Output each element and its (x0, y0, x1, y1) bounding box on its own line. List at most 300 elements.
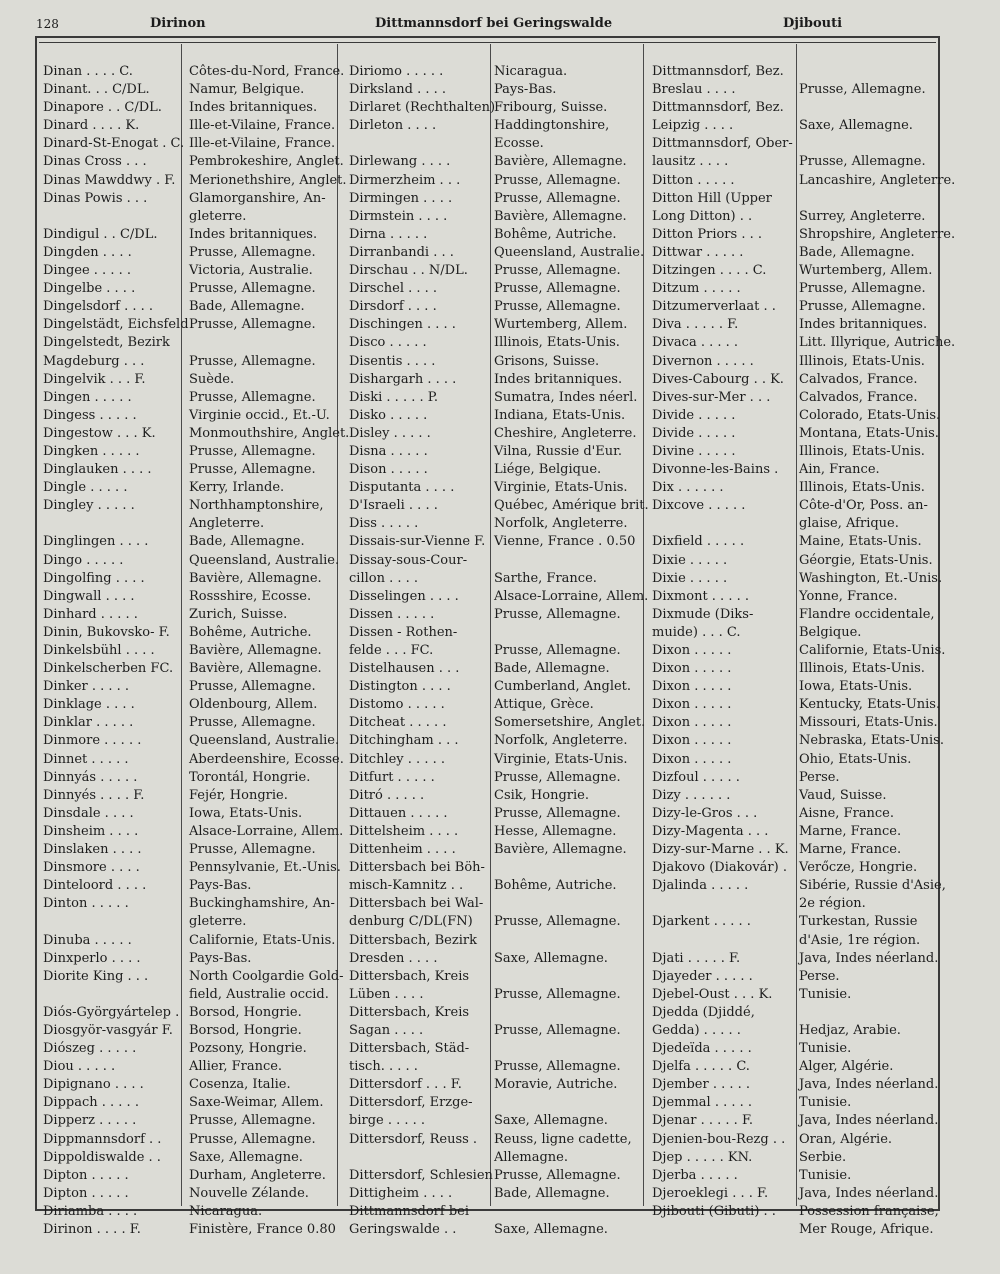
place-name: Dinslaken . . . . (43, 842, 142, 858)
place-location: Allemagne. (494, 1149, 568, 1165)
place-name: Djenien-bou-Rezg . . (652, 1131, 786, 1147)
place-name: Divernon . . . . . (652, 353, 754, 369)
place-location: Bade, Allemagne. (494, 661, 610, 677)
place-location: Torontál, Hongrie. (189, 769, 311, 785)
place-name: Djep . . . . . KN. (652, 1149, 753, 1165)
place-location: Sarthe, France. (494, 570, 597, 586)
place-name: Dinapore . . C/DL. (43, 100, 162, 116)
place-location: Pennsylvanie, Et.-Unis. (189, 860, 341, 876)
place-name: Ditchingham . . . (349, 733, 459, 749)
place-location: Géorgie, Etats-Unis. (799, 552, 933, 568)
place-location: Finistère, France 0.80 (189, 1222, 336, 1237)
place-location: Marne, France. (799, 823, 902, 839)
place-location: Prusse, Allemagne. (494, 1022, 621, 1038)
place-location: Iowa, Etats-Unis. (799, 679, 913, 695)
place-location: Vilna, Russie d'Eur. (494, 443, 623, 459)
place-location: Borsod, Hongrie. (189, 1022, 302, 1038)
place-name: Dinas Powis . . . (43, 190, 148, 206)
place-location: Prusse, Allemagne. (494, 643, 621, 658)
column-rule (181, 44, 182, 1206)
place-name: Dizy-sur-Marne . . K. (652, 842, 789, 858)
place-name: Diószeg . . . . . (43, 1041, 137, 1057)
place-location: Tunisie. (799, 1041, 852, 1057)
header-left-word: Dirinon (150, 16, 206, 31)
place-location: Saxe, Allemagne. (494, 950, 608, 966)
place-location: Queensland, Australie. (189, 733, 340, 749)
place-name: Magdeburg . . . (43, 353, 145, 369)
place-name: Long Ditton) . . (652, 208, 753, 224)
place-location: Java, Indes néerland. (799, 1113, 939, 1129)
place-name: Dizy . . . . . . (652, 787, 731, 803)
place-location: Prusse, Allemagne. (189, 389, 316, 405)
place-location: Côtes-du-Nord, France. (189, 64, 345, 79)
place-location: Washington, Et.-Unis. (799, 570, 943, 586)
place-name: Dixon . . . . . (652, 679, 732, 695)
place-name: Dittwar . . . . . (652, 244, 744, 260)
place-name: Dittenheim . . . . (349, 842, 456, 858)
place-location: Prusse, Allemagne. (494, 1167, 621, 1183)
place-location: Sumatra, Indes néerl. (494, 389, 638, 405)
place-name: Dittersbach bei Wal- (349, 896, 484, 912)
place-location: Sibérie, Russie d'Asie, (799, 878, 946, 894)
place-name: Ditfurt . . . . . (349, 769, 435, 785)
place-name: Dittmannsdorf, Ober- (652, 136, 793, 152)
place-location: Saxe, Allemagne. (799, 118, 913, 134)
place-name: Diss . . . . . (349, 516, 419, 532)
place-location: Fribourg, Suisse. (494, 100, 608, 116)
place-name: Dinan . . . . C. (43, 64, 133, 79)
place-name: Dingee . . . . . (43, 263, 131, 279)
place-location: Indes britanniques. (189, 226, 318, 242)
place-name: Ditton Priors . . . (652, 226, 762, 242)
place-location: Belgique. (799, 624, 862, 640)
place-location: Java, Indes néerland. (799, 1185, 939, 1201)
place-name: Dinin, Bukovsko- F. (43, 624, 170, 640)
place-name: Sagan . . . . (349, 1022, 424, 1038)
place-location: Prusse, Allemagne. (189, 715, 316, 731)
place-location: Saxe-Weimar, Allem. (189, 1095, 324, 1111)
place-location: Kentucky, Etats-Unis. (799, 697, 941, 713)
place-location: Queensland, Australie. (494, 244, 645, 260)
place-name: Dinsheim . . . . (43, 823, 139, 839)
place-location: Maine, Etats-Unis. (799, 534, 922, 550)
place-name: Dingen . . . . . (43, 389, 132, 405)
column-divider (337, 44, 338, 1206)
place-name: Dirmingen . . . . (349, 190, 453, 206)
place-location: Saxe, Allemagne. (189, 1149, 303, 1165)
place-location: Tunisie. (799, 986, 852, 1002)
place-name: Djati . . . . . F. (652, 950, 741, 966)
place-location: Pays-Bas. (189, 950, 252, 966)
place-location: Possession française, (799, 1203, 939, 1219)
place-name: Dinklage . . . . (43, 697, 135, 713)
place-location: Somersetshire, Anglet. (494, 715, 646, 731)
place-location: Alger, Algérie. (799, 1059, 894, 1075)
place-name: Dirlewang . . . . (349, 154, 451, 170)
column-divider (643, 44, 644, 1206)
place-location: Verőcze, Hongrie. (799, 860, 918, 876)
place-name: Dippmannsdorf . . (43, 1131, 162, 1147)
place-name: Diosgyör-vasgyár F. (43, 1022, 173, 1038)
place-name: Lüben . . . . (349, 986, 424, 1002)
place-location: Northhamptonshire, (189, 498, 324, 514)
place-location: Nicaragua. (494, 64, 568, 79)
place-name: Dingelbe . . . . (43, 281, 136, 297)
place-name: denburg C/DL(FN) (349, 914, 473, 930)
place-location: Turkestan, Russie (799, 914, 918, 930)
place-name: Dixmude (Diks- (652, 606, 754, 622)
place-name: Djakovo (Diakovár) . (652, 860, 787, 876)
place-location: Durham, Angleterre. (189, 1167, 326, 1183)
place-location: Pays-Bas. (494, 82, 557, 98)
place-location: Tunisie. (799, 1095, 852, 1111)
place-location: Ohio, Etats-Unis. (799, 751, 912, 767)
place-name: Dishargarh . . . . (349, 371, 457, 387)
place-name: Ditcheat . . . . . (349, 715, 447, 731)
place-location: Montana, Etats-Unis. (799, 425, 939, 441)
place-location: Calvados, France. (799, 389, 918, 405)
place-name: Dittmannsdorf, Bez. (652, 100, 784, 116)
place-name: Djeroeklegi . . . F. (652, 1185, 769, 1201)
place-name: Dittersdorf . . . F. (349, 1077, 462, 1093)
place-location: Mer Rouge, Afrique. (799, 1222, 934, 1237)
place-name: Dixon . . . . . (652, 643, 732, 658)
place-location: Oldenbourg, Allem. (189, 697, 318, 713)
place-location: Cosenza, Italie. (189, 1077, 291, 1093)
place-location: Ille-et-Vilaine, France. (189, 136, 336, 152)
place-name: Leipzig . . . . (652, 118, 734, 134)
place-location: Fejér, Hongrie. (189, 787, 288, 803)
place-name: Dirlaret (Rechthalten) (349, 100, 496, 116)
place-name: Dingelstedt, Bezirk (43, 335, 170, 351)
place-location: Prusse, Allemagne. (494, 172, 621, 188)
place-location: Reuss, ligne cadette, (494, 1131, 632, 1147)
place-name: Dirinon . . . . F. (43, 1222, 141, 1237)
place-location: Illinois, Etats-Unis. (799, 480, 925, 496)
place-location: Liége, Belgique. (494, 462, 602, 478)
place-name: birge . . . . . (349, 1113, 426, 1129)
place-name: Dresden . . . . (349, 950, 438, 966)
place-name: Dissais-sur-Vienne F. (349, 534, 486, 550)
place-name: Dinuba . . . . . (43, 932, 132, 948)
place-name: Dinard-St-Enogat . C. (43, 136, 185, 152)
place-location: Prusse, Allemagne. (494, 769, 621, 785)
place-name: Dingo . . . . . (43, 552, 124, 568)
place-name: Djibouti (Gibuti) . . (652, 1203, 776, 1219)
place-location: Ille-et-Vilaine, France. (189, 118, 336, 134)
place-location: Bavière, Allemagne. (494, 154, 627, 170)
place-name: Dingken . . . . . (43, 443, 140, 459)
place-name: Ditzumerverlaat . . (652, 299, 776, 315)
place-location: Bohême, Autriche. (494, 226, 617, 242)
place-name: Djemmal . . . . . (652, 1095, 753, 1111)
place-name: Distelhausen . . . (349, 661, 460, 677)
place-location: glaise, Afrique. (799, 516, 899, 532)
place-location: gleterre. (189, 914, 247, 930)
place-location: Alsace-Lorraine, Allem. (189, 823, 344, 839)
place-name: Dives-Cabourg . . K. (652, 371, 784, 387)
place-location: Norfolk, Angleterre. (494, 516, 628, 532)
place-name: Dinklar . . . . . (43, 715, 134, 731)
place-name: Dingwall . . . . (43, 588, 135, 604)
place-location: Perse. (799, 769, 840, 785)
place-location: Wurtemberg, Allem. (494, 317, 628, 333)
place-name: Dittmannsdorf, Bez. (652, 64, 784, 79)
page-number: 128 (36, 17, 59, 31)
place-name: Divonne-les-Bains . (652, 462, 779, 478)
place-name: Ditton Hill (Upper (652, 190, 772, 206)
place-location: Yonne, France. (799, 588, 898, 604)
place-name: Djarkent . . . . . (652, 914, 751, 930)
place-location: Californie, Etats-Unis. (799, 643, 946, 658)
place-name: Breslau . . . . (652, 82, 736, 98)
place-location: Bade, Allemagne. (799, 244, 915, 260)
place-name: Distington . . . . (349, 679, 451, 695)
place-location: 2e région. (799, 896, 866, 912)
place-location: Oran, Algérie. (799, 1131, 893, 1147)
place-name: Dingden . . . . (43, 244, 132, 260)
place-name: Dittauen . . . . . (349, 805, 448, 821)
place-name: Dipton . . . . . (43, 1185, 129, 1201)
place-name: Dinnyás . . . . . (43, 769, 138, 785)
place-name: Dirsdorf . . . . (349, 299, 437, 315)
place-location: Illinois, Etats-Unis. (494, 335, 620, 351)
place-name: Disputanta . . . . (349, 480, 455, 496)
place-location: Victoria, Australie. (189, 263, 313, 279)
place-name: Djedeïda . . . . . (652, 1041, 752, 1057)
place-name: Diorite King . . . (43, 968, 149, 984)
place-name: Dixon . . . . . (652, 715, 732, 731)
place-name: Dixie . . . . . (652, 570, 728, 586)
place-location: Missouri, Etats-Unis. (799, 715, 938, 731)
place-name: Geringswalde . . (349, 1222, 457, 1237)
place-name: Dixmont . . . . . (652, 588, 749, 604)
place-location: Bavière, Allemagne. (189, 570, 322, 586)
place-location: Prusse, Allemagne. (189, 462, 316, 478)
place-location: Java, Indes néerland. (799, 1077, 939, 1093)
place-name: Distomo . . . . . (349, 697, 445, 713)
place-name: D'Israeli . . . . (349, 498, 438, 514)
place-name: Djalinda . . . . . (652, 878, 749, 894)
place-location: Attique, Grèce. (494, 697, 594, 713)
frame-inner-rule (39, 42, 936, 45)
place-name: Dizy-le-Gros . . . (652, 805, 758, 821)
place-name: Disentis . . . . (349, 353, 436, 369)
place-location: Lancashire, Angleterre. (799, 172, 956, 188)
place-name: Dittersbach, Kreis (349, 1004, 470, 1020)
header-right-word: Djibouti (783, 16, 843, 31)
place-name: Dinton . . . . . (43, 896, 129, 912)
place-name: Dinxperlo . . . . (43, 950, 141, 966)
place-name: Dirleton . . . . (349, 118, 437, 134)
place-name: felde . . . FC. (349, 643, 434, 658)
place-name: misch-Kamnitz . . (349, 878, 464, 894)
place-location: Aberdeenshire, Ecosse. (189, 751, 344, 767)
place-name: Dittersbach, Städ- (349, 1041, 470, 1057)
place-location: Prusse, Allemagne. (494, 281, 621, 297)
place-location: Prusse, Allemagne. (494, 986, 621, 1002)
place-name: Dinsmore . . . . (43, 860, 140, 876)
place-location: Côte-d'Or, Poss. an- (799, 498, 928, 514)
place-name: Dingolfing . . . . (43, 570, 145, 586)
page-header (0, 0, 1000, 40)
place-location: Californie, Etats-Unis. (189, 932, 336, 948)
place-location: Indiana, Etats-Unis. (494, 407, 626, 423)
place-name: Disko . . . . . (349, 407, 428, 423)
place-location: Rossshire, Ecosse. (189, 588, 312, 604)
place-location: Tunisie. (799, 1167, 852, 1183)
column-rule (796, 44, 797, 1206)
place-location: Norfolk, Angleterre. (494, 733, 628, 749)
place-name: Dissay-sous-Cour- (349, 552, 468, 568)
place-name: Dittmannsdorf bei (349, 1203, 470, 1219)
place-name: Djerba . . . . . (652, 1167, 738, 1183)
place-name: lausitz . . . . (652, 154, 729, 170)
place-location: Prusse, Allemagne. (494, 1059, 621, 1075)
place-name: Dinnet . . . . . (43, 751, 129, 767)
place-name: Dittelsheim . . . . (349, 823, 459, 839)
place-name: Dixon . . . . . (652, 751, 732, 767)
place-name: Ditró . . . . . (349, 787, 425, 803)
place-location: Iowa, Etats-Unis. (189, 805, 303, 821)
place-location: Prusse, Allemagne. (799, 281, 926, 297)
place-name: Dirmstein . . . . (349, 208, 448, 224)
place-location: Prusse, Allemagne. (189, 679, 316, 695)
place-location: Prusse, Allemagne. (189, 1113, 316, 1129)
place-name: Disselingen . . . . (349, 588, 459, 604)
place-location: Virginie, Etats-Unis. (494, 480, 628, 496)
place-location: Illinois, Etats-Unis. (799, 443, 925, 459)
place-location: Borsod, Hongrie. (189, 1004, 302, 1020)
place-name: Dingelstädt, Eichsfeld (43, 317, 189, 333)
place-name: Dixie . . . . . (652, 552, 728, 568)
place-name: Dinard . . . . K. (43, 118, 140, 134)
place-name: Gedda) . . . . . (652, 1022, 741, 1038)
place-location: Ain, France. (799, 462, 880, 478)
place-location: Allier, France. (189, 1059, 283, 1075)
place-location: Prusse, Allemagne. (799, 82, 926, 98)
place-name: Dixfield . . . . . (652, 534, 745, 550)
place-name: Dixon . . . . . (652, 697, 732, 713)
place-location: Prusse, Allemagne. (189, 317, 316, 333)
place-location: Monmouthshire, Anglet. (189, 425, 350, 441)
place-location: Bade, Allemagne. (189, 299, 305, 315)
place-name: Dirschau . . N/DL. (349, 263, 468, 279)
place-location: Kerry, Irlande. (189, 480, 285, 496)
place-name: Diriomo . . . . . (349, 64, 444, 79)
place-name: Divide . . . . . (652, 425, 736, 441)
place-name: Dinnyés . . . . F. (43, 787, 145, 803)
place-name: Dingestow . . . K. (43, 425, 156, 441)
place-location: Prusse, Allemagne. (189, 353, 316, 369)
place-name: Dischingen . . . . (349, 317, 456, 333)
place-name: Dipignano . . . . (43, 1077, 144, 1093)
place-name: Disco . . . . . (349, 335, 427, 351)
place-location: Bavière, Allemagne. (189, 643, 322, 658)
place-location: Merionethshire, Anglet. (189, 172, 347, 188)
place-location: Serbie. (799, 1149, 847, 1165)
place-location: Vaud, Suisse. (799, 787, 887, 803)
place-name: tisch. . . . . (349, 1059, 418, 1075)
place-location: Illinois, Etats-Unis. (799, 661, 925, 677)
place-location: Flandre occidentale, (799, 606, 935, 622)
place-location: Prusse, Allemagne. (799, 299, 926, 315)
place-name: Disley . . . . . (349, 425, 431, 441)
place-name: Divide . . . . . (652, 407, 736, 423)
place-location: Bavière, Allemagne. (494, 842, 627, 858)
place-name: Disna . . . . . (349, 443, 428, 459)
place-name: Dix . . . . . . (652, 480, 724, 496)
place-name: Diski . . . . . P. (349, 389, 438, 405)
place-location: Prusse, Allemagne. (494, 263, 621, 279)
place-name: Dinglauken . . . . (43, 462, 152, 478)
header-center-title: Dittmannsdorf bei Geringswalde (375, 16, 613, 31)
place-name: Dinteloord . . . . (43, 878, 147, 894)
place-location: Nebraska, Etats-Unis. (799, 733, 944, 749)
place-name: Djelfa . . . . . C. (652, 1059, 750, 1075)
place-location: Cumberland, Anglet. (494, 679, 632, 695)
place-name: Dizfoul . . . . . (652, 769, 740, 785)
place-location: d'Asie, 1re région. (799, 932, 921, 948)
place-location: Pozsony, Hongrie. (189, 1041, 307, 1057)
place-name: Dinglingen . . . . (43, 534, 149, 550)
place-name: Dittersbach, Kreis (349, 968, 470, 984)
place-name: Dinker . . . . . (43, 679, 130, 695)
place-name: Djedda (Djiddé, (652, 1004, 755, 1020)
place-name: cillon . . . . (349, 570, 419, 586)
place-location: Prusse, Allemagne. (494, 805, 621, 821)
place-location: Namur, Belgique. (189, 82, 305, 98)
place-location: Marne, France. (799, 842, 902, 858)
place-location: Csik, Hongrie. (494, 787, 589, 803)
place-location: Queensland, Australie. (189, 552, 340, 568)
place-name: Dizy-Magenta . . . (652, 823, 769, 839)
place-name: Dindigul . . C/DL. (43, 226, 158, 242)
place-location: North Coolgardie Gold- (189, 968, 344, 984)
place-location: Indes britanniques. (189, 100, 318, 116)
place-location: Grisons, Suisse. (494, 353, 600, 369)
place-location: Bade, Allemagne. (189, 534, 305, 550)
place-location: Wurtemberg, Allem. (799, 263, 933, 279)
place-location: Cheshire, Angleterre. (494, 425, 637, 441)
place-location: Illinois, Etats-Unis. (799, 353, 925, 369)
place-name: Djayeder . . . . . (652, 968, 753, 984)
place-name: Dinkelscherben FC. (43, 661, 174, 677)
place-name: Dinant. . . C/DL. (43, 82, 150, 98)
place-location: Calvados, France. (799, 371, 918, 387)
place-location: Glamorganshire, An- (189, 190, 326, 206)
place-location: Vienne, France . 0.50 (494, 534, 636, 550)
place-location: Nicaragua. (189, 1203, 263, 1219)
place-name: Dissen . . . . . (349, 606, 435, 622)
place-location: Zurich, Suisse. (189, 606, 288, 622)
place-name: Djebel-Oust . . . K. (652, 986, 773, 1002)
place-name: Dingelvik . . . F. (43, 371, 146, 387)
place-name: Dittersbach, Bezirk (349, 932, 477, 948)
place-name: Diós-Györgyártelep . (43, 1004, 180, 1020)
place-name: Dittersdorf, Erzge- (349, 1095, 473, 1111)
place-location: Prusse, Allemagne. (494, 606, 621, 622)
place-name: Ditzingen . . . . C. (652, 263, 767, 279)
place-name: Dingle . . . . . (43, 480, 128, 496)
place-name: Dirschel . . . . (349, 281, 438, 297)
place-name: Ditton . . . . . (652, 172, 735, 188)
place-name: Dirksland . . . . (349, 82, 447, 98)
place-location: Bade, Allemagne. (494, 1185, 610, 1201)
place-name: Dinkelsbühl . . . . (43, 643, 155, 658)
place-location: Québec, Amérique brit. (494, 498, 649, 514)
place-name: Dipton . . . . . (43, 1167, 129, 1183)
